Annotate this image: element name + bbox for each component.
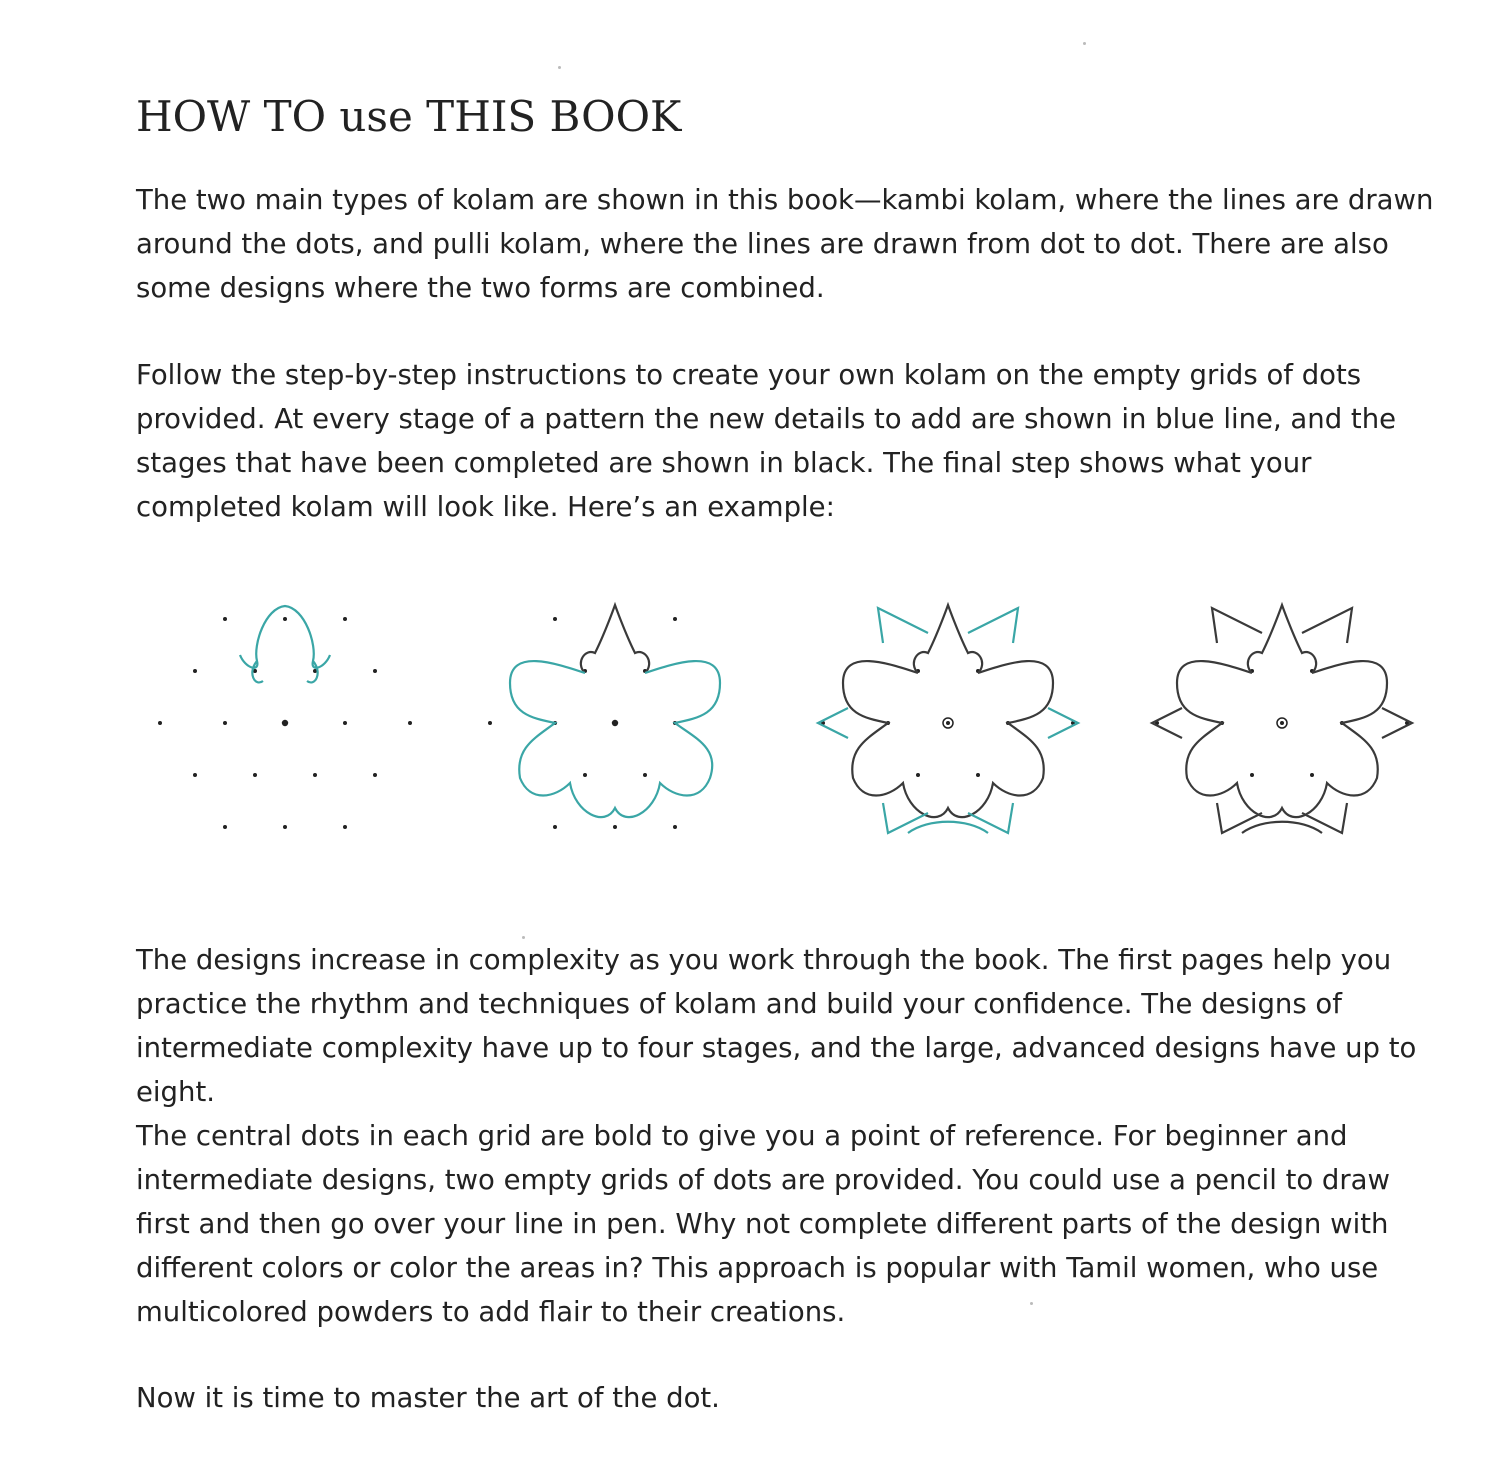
scan-speck	[1030, 1302, 1033, 1305]
kolam-example-figure	[0, 580, 1500, 880]
kolam-step-2	[488, 605, 720, 829]
intro-paragraph: The two main types of kolam are shown in this book—kambi kolam, where the lines are drawn around the dots, and pulli kolam, where the lines are drawn from dot to dot. There are also some designs where the two forms are combined.	[136, 184, 1434, 304]
scan-speck	[522, 936, 525, 939]
instructions-paragraph: Follow the step-by-step instructions to create your own kolam on the empty grids of dots provided. At every stage of a pattern the new details to add are shown in blue line, and the stages that have been completed are shown in black. The final step shows what your completed kolam will look like. Here’s an example:	[136, 359, 1397, 523]
dot-grid	[488, 617, 677, 829]
dot-grid	[158, 617, 412, 829]
kolam-step-4	[1152, 605, 1412, 833]
kolam-completed-line	[581, 605, 649, 673]
kolam-new-line	[510, 661, 720, 817]
kolam-new-line	[818, 608, 1078, 833]
central-dots-paragraph: The central dots in each grid are bold to give you a point of reference. For beginner and intermediate designs, two empty grids of dots are provided. You could use a pencil to draw first and then go over your line in pen. Why not complete different parts of the design with different colors or color the areas in? This approach is popular with Tamil women, who use multicolored powders to add flair to their creations.	[136, 1120, 1391, 1328]
kolam-step-3	[818, 605, 1078, 833]
kolam-step-1	[158, 606, 412, 829]
kolam-completed-line	[843, 605, 1053, 817]
dot-grid	[1155, 669, 1409, 777]
scan-speck	[1083, 42, 1086, 45]
complexity-paragraph: The designs increase in complexity as you work through the book. The first pages help you practice the rhythm and techniques of kolam and build your confidence. The designs of intermediate complexity have up to four stages, and the large, advanced designs have up to eight.	[136, 944, 1417, 1108]
closing-line: Now it is time to master the art of the dot.	[136, 1382, 720, 1414]
dot-grid	[821, 669, 1075, 777]
scan-speck	[558, 66, 561, 69]
kolam-completed-line	[1152, 605, 1412, 833]
page-title: HOW TO use THIS BOOK	[136, 92, 682, 141]
